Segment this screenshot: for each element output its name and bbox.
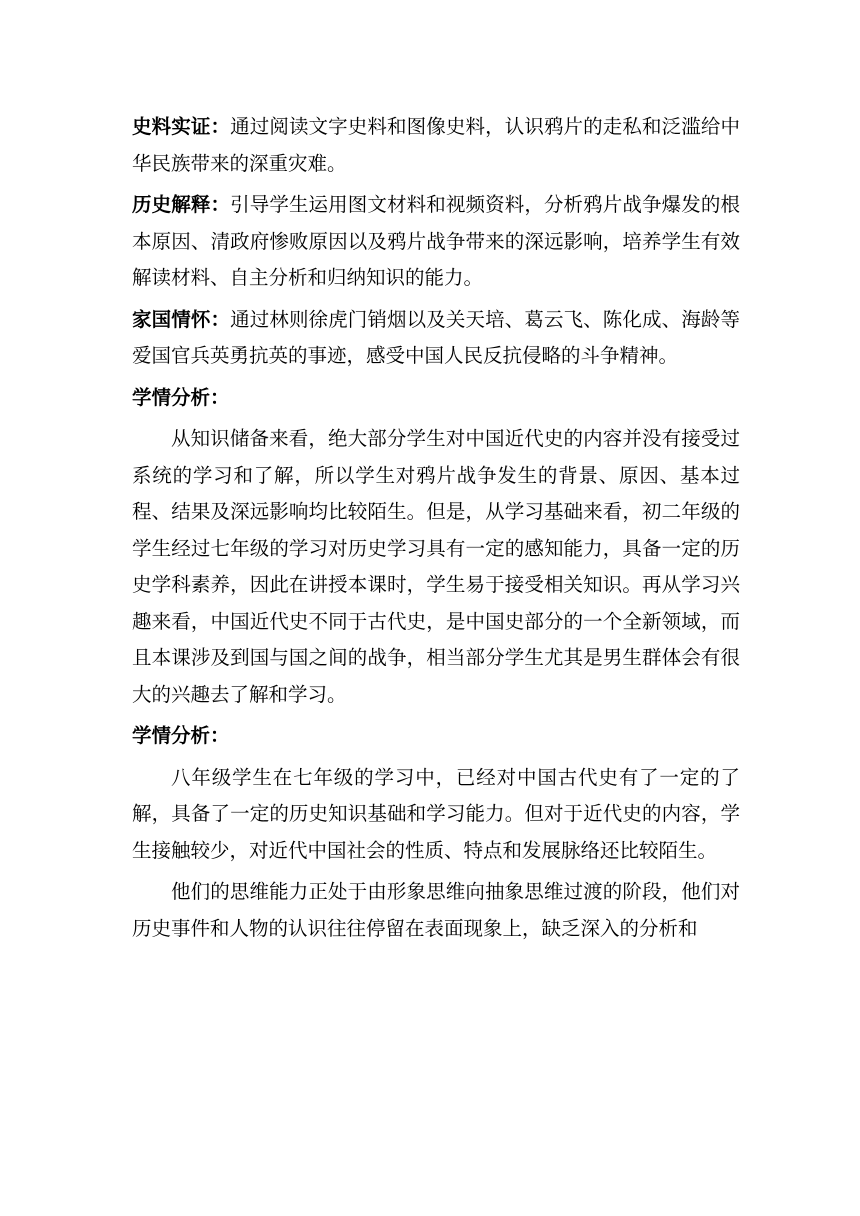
evidence-text: 通过阅读文字史料和图像史料，认识鸦片的走私和泛滥给中华民族带来的深重灾难。 (132, 115, 740, 175)
interpretation-paragraph (132, 187, 740, 297)
learning-analysis-heading-1: 学情分析： (132, 385, 230, 409)
interpretation-text: 引导学生运用图文材料和视频资料，分析鸦片战争爆发的根本原因、清政府惨败原因以及鸦片战争带来的深远影响，培养学生有效解读材料、自主分析和归纳知识的能力。 (132, 193, 740, 289)
patriotism-text: 通过林则徐虎门销烟以及关天培、葛云飞、陈化成、海龄等爱国官兵英勇抗英的事迹，感受中国人民反抗侵略的斗争精神。 (132, 307, 740, 367)
evidence-paragraph (132, 109, 740, 182)
evidence-label: 史料实证： (132, 115, 231, 138)
document-page (132, 109, 740, 947)
learning-analysis-paragraph-3: 他们的思维能力正处于由形象思维向抽象思维过渡的阶段，他们对历史事件和人物的认识往往停留在表面现象上，缺乏深入的分析和 (132, 880, 740, 940)
learning-analysis-paragraph-2: 八年级学生在七年级的学习中，已经对中国古代史有了一定的了解，具备了一定的历史知识基础和学习能力。但对于近代史的内容，学生接触较少，对近代中国社会的性质、特点和发展脉络还比较陌生。 (132, 765, 740, 862)
interpretation-label: 历史解释： (132, 193, 231, 216)
patriotism-paragraph (132, 302, 740, 375)
learning-analysis-heading-2: 学情分析： (132, 724, 230, 747)
patriotism-label: 家国情怀： (132, 307, 231, 331)
learning-analysis-paragraph-1: 从知识储备来看，绝大部分学生对中国近代史的内容并没有接受过系统的学习和了解，所以学生对鸦片战争发生的背景、原因、基本过程、结果及深远影响均比较陌生。但是，从学习基础来看，初二年级的学生经过七年级的学习对历史学习具有一定的感知能力，具备一定的历史学科素养，因此在讲授本课时，学生易于接受相关知识。再从学习兴趣来看，中国近代史不同于古代史，是中国史部分的一个全新领域，而且本课涉及到国与国之间的战争，相当部分学生尤其是男生群体会有很大的兴趣去了解和学习。 (132, 427, 740, 706)
